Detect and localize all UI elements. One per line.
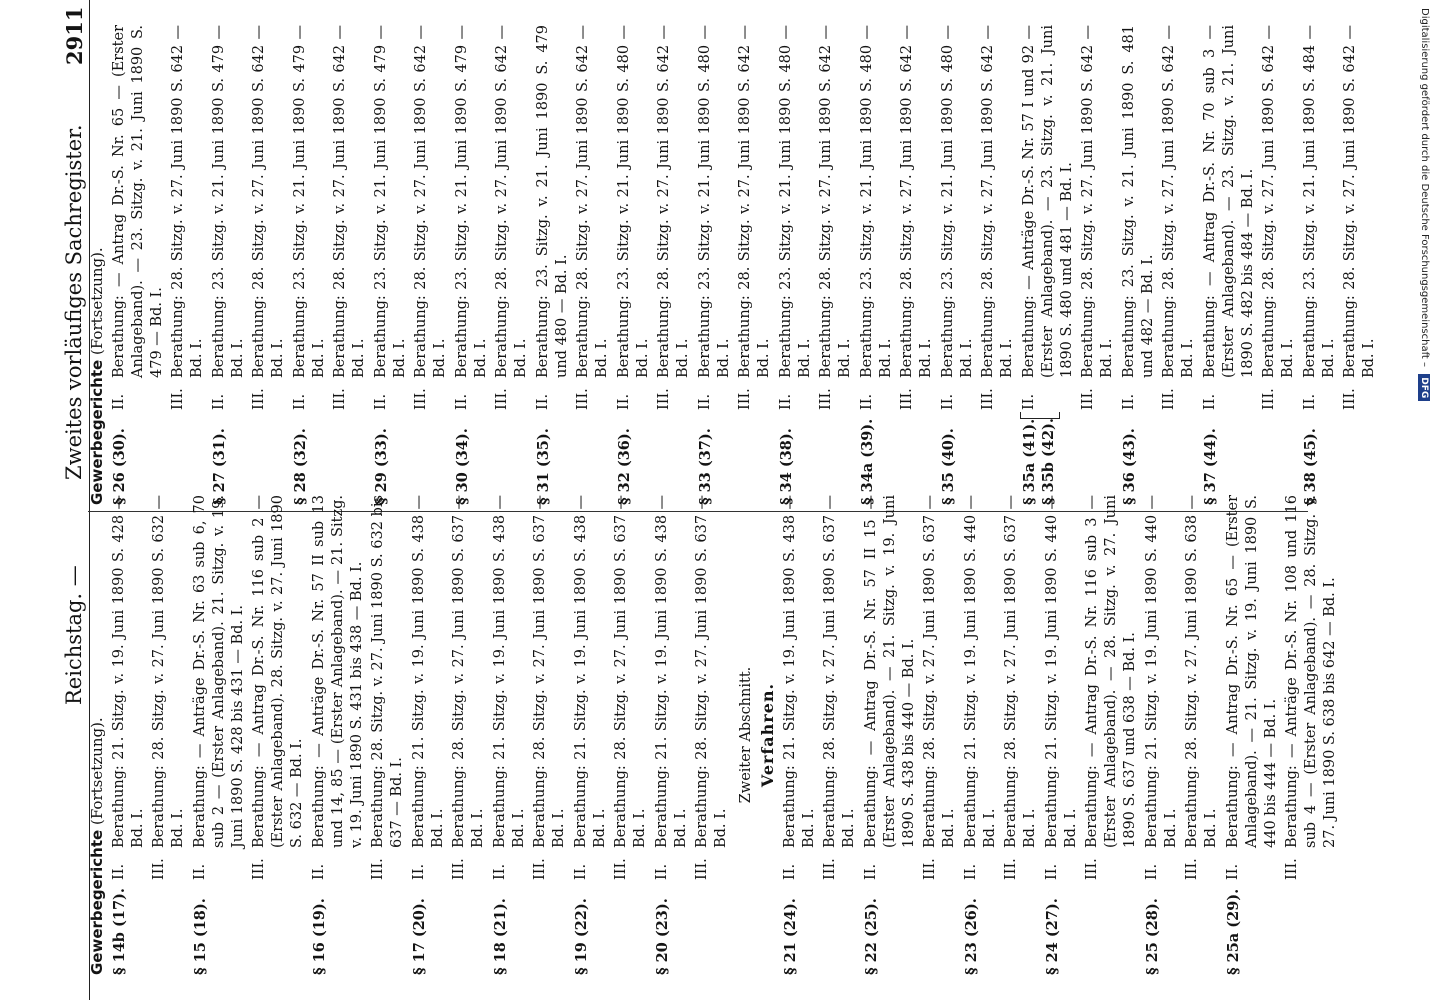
paragraph-ref: § 19 (22). [573,898,590,975]
reading-number: III. [170,388,186,410]
entry-text: Berathung: 28. Sitzg. v. 27. Juni 1890 S. 637 — Bd. I. [922,495,957,848]
reading-number: III. [1003,858,1019,880]
reading-number: III. [251,388,267,410]
reading-number: III. [1284,858,1300,880]
entry [655,25,693,410]
entry-text: Berathung: — Antrag Dr.-S. Nr. 70 sub 3 — (Erster Anlageband). — 23. Sitzg. v. 21. Juni 1890 S. 482 bis 484 — Bd. I. [1202,25,1256,378]
entry [615,25,653,410]
reading-number: III. [656,388,672,410]
paragraph-ref: § 28 (32). [292,428,309,505]
entry-text: Berathung: 28. Sitzg. v. 27. Juni 1890 S. 637 — Bd. I. [532,495,567,848]
entry [1083,495,1140,880]
entries [453,25,531,410]
entry-text: Berathung: 28. Sitzg. v. 27. Juni 1890 S. 642 — Bd. I. [899,25,934,378]
entry [291,25,329,410]
entry [777,25,815,410]
index-section [534,25,612,505]
entry-text: Berathung: 23. Sitzg. v. 21. Juni 1890 S. 481 und 482 — Bd. I. [1121,25,1156,378]
entries [1143,495,1221,880]
entry-text: Berathung: 28. Sitzg. v. 27. Juni 1890 S. 632 bis 637 — Bd. I. [370,495,405,848]
entry [372,25,410,410]
entry-text: Berathung: 28. Sitzg. v. 27. Juni 1890 S. 642 — Bd. I. [656,25,691,378]
entry-text: Berathung: 28. Sitzg. v. 27. Juni 1890 S. 637 — Bd. I. [1003,495,1038,848]
paragraph-ref-line: § 35b (42). [1040,418,1057,505]
reading-number: II. [859,393,875,410]
reading-number: II. [1225,863,1241,880]
index-section [572,495,650,975]
entry [210,25,248,410]
entry [898,25,936,410]
reading-number: II. [697,393,713,410]
entry [781,495,819,880]
entry-text: Berathung: 21. Sitzg. v. 19. Juni 1890 S. 440 — Bd. I. [1144,495,1179,848]
index-section [210,25,288,505]
entries [781,495,859,880]
entry-text: Berathung: 23. Sitzg. v. 21. Juni 1890 S. 479 — Bd. I. [373,25,408,378]
entry [653,495,691,880]
entries [291,25,369,410]
entry-text: Berathung: 23. Sitzg. v. 21. Juni 1890 S. 479 — Bd. I. [211,25,246,378]
entry-text: Berathung: 28. Sitzg. v. 27. Juni 1890 S. 642 — Bd. I. [413,25,448,378]
reading-number: III. [613,858,629,880]
entry-text: Berathung: 23. Sitzg. v. 21. Juni 1890 S. 480 — Bd. I. [778,25,813,378]
reading-number: III. [1261,388,1277,410]
right-column [88,25,1381,505]
paragraph-ref: § 26 (30). [111,428,128,505]
reading-number: II. [616,393,632,410]
side-note [1416,8,1430,399]
entry-text: Berathung: 23. Sitzg. v. 21. Juni 1890 S. 480 — Bd. I. [940,25,975,378]
reading-number: II. [1121,393,1137,410]
entry [921,495,959,880]
continuation-note: (Fortsetzung). [88,717,106,826]
entry [169,25,207,410]
paragraph-ref: § 34 (38). [778,428,795,505]
entry [412,25,450,410]
entries [1301,25,1379,410]
entry-text: Berathung: 21. Sitzg. v. 19. Juni 1890 S. 438 — Bd. I. [654,495,689,848]
entries [1201,25,1298,410]
entry-text: Berathung: 23. Sitzg. v. 21. Juni 1890 S. 479 und 480 — Bd. I. [535,25,570,378]
reading-number: II. [411,863,427,880]
entry [1002,495,1040,880]
bracket-section [1020,25,1117,505]
entry [491,495,529,880]
entry [534,25,572,410]
entry [453,25,491,410]
entry-text: Berathung: — Antrag Dr.-S. Nr. 116 sub 2 — (Erster Anlageband). 28. Sitzg. v. 27. Juni 1890 S. 632 — Bd. I. [251,495,305,848]
paragraph-ref: § 36 (43). [1121,428,1138,505]
entry [1160,25,1198,410]
paragraph-ref [1020,415,1058,505]
paragraph-ref: § 29 (33). [373,428,390,505]
entry-text: Berathung: — Antrag Dr.-S. Nr. 65 — (Erster Anlageband). — 21. Sitzg. v. 19. Juni 1890 S. 440 bis 444 — Bd. I. [1225,495,1279,848]
entry-text: Berathung: — Anträge Dr.-S. Nr. 108 und 116 sub 4 — (Erster Anlageband). — 28. Sitzg. v. 27. Juni 1890 S. 638 bis 642 — Bd. I. [1284,495,1338,848]
index-section [653,495,731,975]
index-section [491,495,569,975]
entry [693,495,731,880]
entry [962,495,1000,880]
reading-number: II. [1021,393,1037,410]
reading-number: III. [1342,388,1358,410]
reading-number: III. [1080,388,1096,410]
entry-text: Berathung: 28. Sitzg. v. 27. Juni 1890 S. 642 — Bd. I. [1342,25,1377,378]
entry [1183,495,1221,880]
entry [1224,495,1281,880]
entry [1283,495,1340,880]
section-group [1120,25,1379,505]
entries [939,25,1017,410]
reading-number: III. [575,388,591,410]
entries [1020,25,1117,410]
index-section [939,25,1017,505]
entries [1043,495,1140,880]
index-section [1143,495,1221,975]
reading-number: II. [863,863,879,880]
entries [962,495,1040,880]
entry [858,25,896,410]
reading-number: II. [111,863,127,880]
entry-text: Berathung: — Antrag Dr.-S. Nr. 116 sub 3 — (Erster Anlageband). — 28. Sitzg. v. 27. Juni 1890 S. 637 und 638 — Bd. I. [1084,495,1138,848]
entry-text: Berathung: 21. Sitzg. v. 19. Juni 1890 S. 438 — Bd. I. [782,495,817,848]
index-section [291,25,369,505]
index-section [696,25,774,505]
entries [410,495,488,880]
reading-number: II. [492,863,508,880]
reading-number: II. [778,393,794,410]
entry-text: Berathung: 28. Sitzg. v. 27. Juni 1890 S. 642 — Bd. I. [1161,25,1196,378]
entry [410,495,448,880]
paragraph-ref: § 33 (37). [697,428,714,505]
entry-text: Berathung: 28. Sitzg. v. 27. Juni 1890 S. 642 — Bd. I. [494,25,529,378]
entry-text: Berathung: — Antrag Dr.-S. Nr. 57 II 15 — (Erster Anlageband). — 21. Sitzg. v. 19. Juni 1890 S. 438 bis 440 — Bd. I. [863,495,917,848]
reading-number: III. [822,858,838,880]
entry-text: Berathung: 28. Sitzg. v. 27. Juni 1890 S. 638 — Bd. I. [1184,495,1219,848]
entries [777,25,855,410]
entry-text: Berathung: 28. Sitzg. v. 27. Juni 1890 S. 637 — Bd. I. [613,495,648,848]
reading-number: III. [1161,388,1177,410]
index-section [1043,495,1140,975]
entry [1020,25,1077,410]
entry-text: Berathung: — Anträge Dr.-S. Nr. 63 sub 6, 70 sub 2 — (Erster Anlageband). 21. Sitzg. v. 19. Juni 1890 S. 428 bis 431 — Bd. I. [192,495,246,848]
paragraph-ref: § 32 (36). [616,428,633,505]
paragraph-ref: § 30 (34). [454,428,471,505]
index-section [110,495,188,975]
section-group [110,25,1017,505]
reading-number: III. [818,388,834,410]
entry-text: Berathung: 28. Sitzg. v. 27. Juni 1890 S. 637 — Bd. I. [451,495,486,848]
side-note-label: Digitalisierung gefördert durch die Deutsche Forschungsgemeinschaft – [1419,8,1430,368]
side-note-text [1418,8,1430,401]
paragraph-ref: § 37 (44). [1202,428,1219,505]
paragraph-ref: § 31 (35). [535,428,552,505]
reading-number: II. [1302,393,1318,410]
entry [1260,25,1298,410]
chapter-subheading: Verfahren. [758,682,777,788]
entries [1120,25,1198,410]
reading-number: II. [111,393,127,410]
header-title: Zweites vorläufiges Sachregister. [62,124,86,480]
chapter-heading: Zweiter Abschnitt. [738,666,754,804]
keyword: Gewerbegerichte [88,359,106,505]
paragraph-ref: § 34a (39). [859,418,876,505]
entry [1143,495,1181,880]
entries [615,25,693,410]
continuation-note: (Fortsetzung). [88,247,106,356]
index-section [1224,495,1340,975]
entry-text: Berathung: 23. Sitzg. v. 21. Juni 1890 S. 479 — Bd. I. [454,25,489,378]
reading-number: II. [782,863,798,880]
reading-number: II. [1144,863,1160,880]
entries [110,25,207,410]
reading-number: III. [694,858,710,880]
reading-number: III. [151,858,167,880]
entry [939,25,977,410]
paragraph-ref: § 16 (19). [311,898,328,975]
continuation-title [88,25,107,505]
entry-text: Berathung: 21. Sitzg. v. 19. Juni 1890 S. 428 — Bd. I. [111,495,146,848]
entry [821,495,859,880]
reading-number: III. [532,858,548,880]
reading-number: II. [292,393,308,410]
paragraph-ref: § 14b (17). [111,888,128,975]
paragraph-ref-line: § 35a (41). [1021,418,1038,505]
entry-text: Berathung: — Antrag Dr.-S. Nr. 65 — (Erster Anlageband). — 23. Sitzg. v. 21. Juni 1890 S. 479 — Bd. I. [111,25,165,378]
paragraph-ref: § 27 (31). [211,428,228,505]
entry [250,495,307,880]
reading-number: II. [535,393,551,410]
entry [574,25,612,410]
entry-text: Berathung: 28. Sitzg. v. 27. Juni 1890 S. 642 — Bd. I. [575,25,610,378]
reading-number: II. [573,863,589,880]
entries [491,495,569,880]
entry [531,495,569,880]
index-section [1120,25,1198,505]
index-section [110,25,207,505]
entries [862,495,959,880]
entry-text: Berathung: 23. Sitzg. v. 21. Juni 1890 S. 484 — Bd. I. [1302,25,1337,378]
index-section [191,495,307,975]
entry [572,495,610,880]
reading-number: II. [654,863,670,880]
entry [817,25,855,410]
paragraph-ref: § 25a (29). [1225,888,1242,975]
entry [1043,495,1081,880]
entry-text: Berathung: 28. Sitzg. v. 27. Juni 1890 S. 642 — Bd. I. [980,25,1015,378]
entry [862,495,919,880]
entry [450,495,488,880]
entry-text: Berathung: 28. Sitzg. v. 27. Juni 1890 S. 642 — Bd. I. [332,25,367,378]
entry [1079,25,1117,410]
index-section [1201,25,1298,505]
paragraph-ref: § 35 (40). [940,428,957,505]
entries [372,25,450,410]
paragraph-ref: § 38 (45). [1302,428,1319,505]
reading-number: III. [922,858,938,880]
entry-text: Berathung: 28. Sitzg. v. 27. Juni 1890 S. 642 — Bd. I. [818,25,853,378]
reading-number: II. [1202,393,1218,410]
entries [1224,495,1340,880]
entry [493,25,531,410]
paragraph-ref: § 23 (26). [963,898,980,975]
reading-number: III. [251,858,267,880]
reading-number: III. [494,388,510,410]
keyword: Gewerbegerichte [88,829,106,975]
entries [110,495,188,880]
entries [534,25,612,410]
entry-text: Berathung: 21. Sitzg. v. 19. Juni 1890 S. 440 — Bd. I. [963,495,998,848]
entry [979,25,1017,410]
index-section [615,25,693,505]
section-group [781,495,1340,975]
paragraph-ref: § 15 (18). [192,898,209,975]
entries [572,495,650,880]
index-section [862,495,959,975]
reading-number: III. [899,388,915,410]
reading-number: III. [980,388,996,410]
entry [110,495,148,880]
entry-text: Berathung: 28. Sitzg. v. 27. Juni 1890 S. 632 — Bd. I. [151,495,186,848]
paragraph-ref: § 22 (25). [863,898,880,975]
entry [369,495,407,880]
page-number: 2911 [62,6,87,65]
reading-number: II. [1044,863,1060,880]
reading-number: II. [373,393,389,410]
reading-number: III. [332,388,348,410]
entries [858,25,936,410]
reading-number: III. [737,388,753,410]
entry-text: Berathung: 28. Sitzg. v. 27. Juni 1890 S. 637 — Bd. I. [822,495,857,848]
reading-number: II. [454,393,470,410]
entry [696,25,734,410]
index-section [777,25,855,505]
header-left: Reichstag. — [62,565,86,705]
index-section [453,25,531,505]
entry [1201,25,1258,410]
continuation-title [88,495,107,975]
entry [191,495,248,880]
paragraph-ref: § 25 (28). [1144,898,1161,975]
entries [191,495,307,880]
reading-number: III. [1084,858,1100,880]
entries [310,495,407,880]
index-section [372,25,450,505]
reading-number: III. [1184,858,1200,880]
index-section [310,495,407,975]
entry-text: Berathung: 28. Sitzg. v. 27. Juni 1890 S. 642 — Bd. I. [170,25,205,378]
entry [1301,25,1339,410]
entry [250,25,288,410]
entry-text: Berathung: 28. Sitzg. v. 27. Juni 1890 S. 637 — Bd. I. [694,495,729,848]
reading-number: II. [311,863,327,880]
section-group [110,495,731,975]
index-section [410,495,488,975]
reading-number: II. [963,863,979,880]
entry [1120,25,1158,410]
entry [612,495,650,880]
reading-number: II. [192,863,208,880]
reading-number: III. [370,858,386,880]
entries [210,25,288,410]
paragraph-ref: § 18 (21). [492,898,509,975]
index-section [781,495,859,975]
paragraph-ref: § 24 (27). [1044,898,1061,975]
entry-text: Berathung: 21. Sitzg. v. 19. Juni 1890 S. 438 — Bd. I. [411,495,446,848]
entry [150,495,188,880]
index-section [1301,25,1379,505]
paragraph-ref: § 21 (24). [782,898,799,975]
entry [736,25,774,410]
reading-number: III. [451,858,467,880]
entries [696,25,774,410]
brace-bracket [1020,412,1060,419]
index-section [962,495,1040,975]
entry-text: Berathung: 28. Sitzg. v. 27. Juni 1890 S. 642 — Bd. I. [251,25,286,378]
entry-text: Berathung: — Anträge Dr.-S. Nr. 57 I und 92 — (Erster Anlageband). — 23. Sitzg. v. 21. Juni 1890 S. 480 und 481 — Bd. I. [1021,25,1075,378]
entry-text: Berathung: 28. Sitzg. v. 27. Juni 1890 S. 642 — Bd. I. [1261,25,1296,378]
entry-text: Berathung: 23. Sitzg. v. 21. Juni 1890 S. 480 — Bd. I. [616,25,651,378]
entry-text: Berathung: 23. Sitzg. v. 21. Juni 1890 S. 480 — Bd. I. [697,25,732,378]
entry-text: Berathung: 28. Sitzg. v. 27. Juni 1890 S. 642 — Bd. I. [1080,25,1115,378]
entry-text: Berathung: 23. Sitzg. v. 21. Juni 1890 S. 479 — Bd. I. [292,25,327,378]
entry-text: Berathung: 28. Sitzg. v. 27. Juni 1890 S. 642 — Bd. I. [737,25,772,378]
dfg-badge: DFG [1418,374,1430,401]
paragraph-ref: § 17 (20). [411,898,428,975]
reading-number: III. [413,388,429,410]
entry [1341,25,1379,410]
reading-number: II. [211,393,227,410]
entry-text: Berathung: 21. Sitzg. v. 19. Juni 1890 S. 438 — Bd. I. [492,495,527,848]
entry [310,495,367,880]
reading-number: II. [940,393,956,410]
entry-text: Berathung: 23. Sitzg. v. 21. Juni 1890 S. 480 — Bd. I. [859,25,894,378]
paragraph-ref: § 20 (23). [654,898,671,975]
entry-text: Berathung: 21. Sitzg. v. 19. Juni 1890 S. 438 — Bd. I. [573,495,608,848]
entry-text: Berathung: 21. Sitzg. v. 19. Juni 1890 S. 440 — Bd. I. [1044,495,1079,848]
entry [331,25,369,410]
left-column [88,495,1342,975]
entries [653,495,731,880]
entry-text: Berathung: — Anträge Dr.-S. Nr. 57 II sub 13 und 14, 85 — (Erster Anlageband). — 21. Sitzg. v. 19. Juni 1890 S. 431 bis 438 — Bd. I. [311,495,365,848]
entry [110,25,167,410]
index-section [858,25,936,505]
